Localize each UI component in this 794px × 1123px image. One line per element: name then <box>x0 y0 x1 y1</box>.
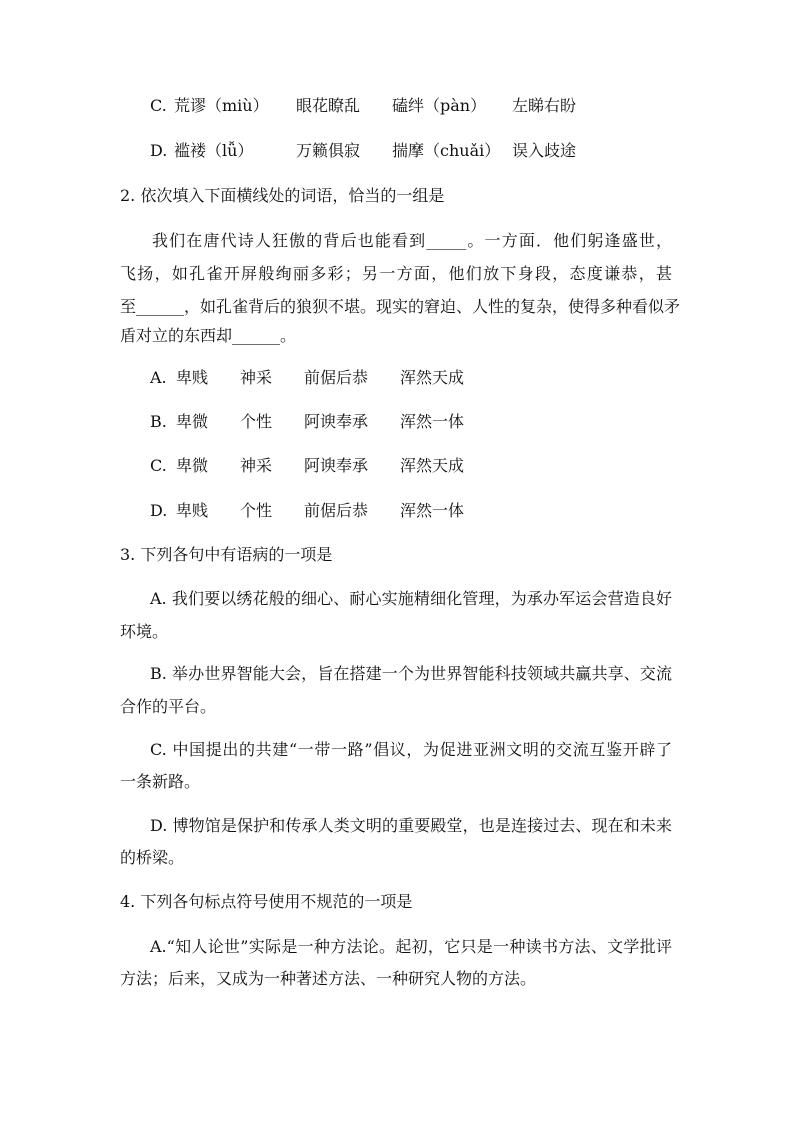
q3-option-c-line-2: 一条新路。 <box>120 772 201 791</box>
option-letter: A. <box>150 368 167 387</box>
option-word-2: 个性 <box>240 412 273 431</box>
option-word-3: 揣摩（chuǎi） <box>392 141 501 160</box>
q1-option-c <box>150 96 670 116</box>
option-word-2: 个性 <box>240 501 273 520</box>
option-letter: C. <box>150 456 167 475</box>
option-letter: D. <box>150 141 168 160</box>
option-word-4: 浑然一体 <box>400 501 465 520</box>
option-word-2: 神采 <box>240 456 273 475</box>
q2-option-d <box>150 501 550 521</box>
option-word-1: 卑微 <box>176 456 209 475</box>
option-word-3: 前倨后恭 <box>304 368 369 387</box>
option-word-2: 眼花瞭乱 <box>296 96 361 115</box>
q3-option-b-line-1: B. 举办世界智能大会，旨在搭建一个为世界智能科技领域共赢共享、交流 <box>150 664 672 683</box>
option-letter: C. <box>150 96 167 115</box>
option-letter: B. <box>150 412 167 431</box>
option-word-1: 卑贱 <box>176 501 209 520</box>
q3-option-c-line-1: C. 中国提出的共建“一带一路”倡议，为促进亚洲文明的交流互鉴开辟了 <box>150 740 672 759</box>
option-word-1: 卑微 <box>176 412 209 431</box>
q1-option-d <box>150 141 670 161</box>
option-word-1: 卑贱 <box>176 368 209 387</box>
option-word-3: 前倨后恭 <box>304 501 369 520</box>
option-word-4: 误入歧途 <box>512 141 577 160</box>
q3-option-b-line-2: 合作的平台。 <box>120 697 217 716</box>
q4-stem: 4. 下列各句标点符号使用不规范的一项是 <box>120 892 413 911</box>
q4-option-a-line-2: 方法；后来，又成为一种著述方法、一种研究人物的方法。 <box>120 969 537 988</box>
option-word-4: 左睇右盼 <box>512 96 577 115</box>
q2-passage-line-1: 我们在唐代诗人狂傲的背后也能看到_____。一方面．他们躬逢盛世， <box>152 231 672 250</box>
q2-stem: 2. 依次填入下面横线处的词语，恰当的一组是 <box>120 186 445 205</box>
q3-option-a-line-2: 环境。 <box>120 622 169 641</box>
q3-option-a-line-1: A. 我们要以绣花般的细心、耐心实施精细化管理，为承办军运会营造良好 <box>150 589 672 608</box>
q2-option-c <box>150 456 550 476</box>
option-word-2: 神采 <box>240 368 273 387</box>
option-word-3: 磕绊（pàn） <box>392 96 487 115</box>
option-letter: D. <box>150 501 168 520</box>
option-word-1: 荒谬（miù） <box>174 96 269 115</box>
q2-passage-line-2: 飞扬，如孔雀开屏般绚丽多彩；另一方面，他们放下身段，态度谦恭，甚 <box>120 264 672 283</box>
option-word-4: 浑然天成 <box>400 456 465 475</box>
option-word-4: 浑然天成 <box>400 368 465 387</box>
q3-stem: 3. 下列各句中有语病的一项是 <box>120 545 333 564</box>
option-word-3: 阿谀奉承 <box>304 412 369 431</box>
option-word-4: 浑然一体 <box>400 412 465 431</box>
option-word-2: 万籁俱寂 <box>296 141 361 160</box>
q3-option-d-line-1: D. 博物馆是保护和传承人类文明的重要殿堂，也是连接过去、现在和未来 <box>150 816 672 835</box>
q2-passage-line-4: 盾对立的东西却______。 <box>120 326 297 345</box>
option-word-3: 阿谀奉承 <box>304 456 369 475</box>
q2-option-b <box>150 412 550 432</box>
q2-passage-line-3: 至______，如孔雀背后的狼狈不堪。现实的窘迫、人性的复杂，使得多种看似矛 <box>120 297 681 316</box>
q3-option-d-line-2: 的桥梁。 <box>120 848 185 867</box>
option-word-1: 褴褛（lǚ） <box>174 141 254 160</box>
q4-option-a-line-1: A.“知人论世”实际是一种方法论。起初，它只是一种读书方法、文学批评 <box>150 937 672 956</box>
q2-option-a <box>150 368 550 388</box>
